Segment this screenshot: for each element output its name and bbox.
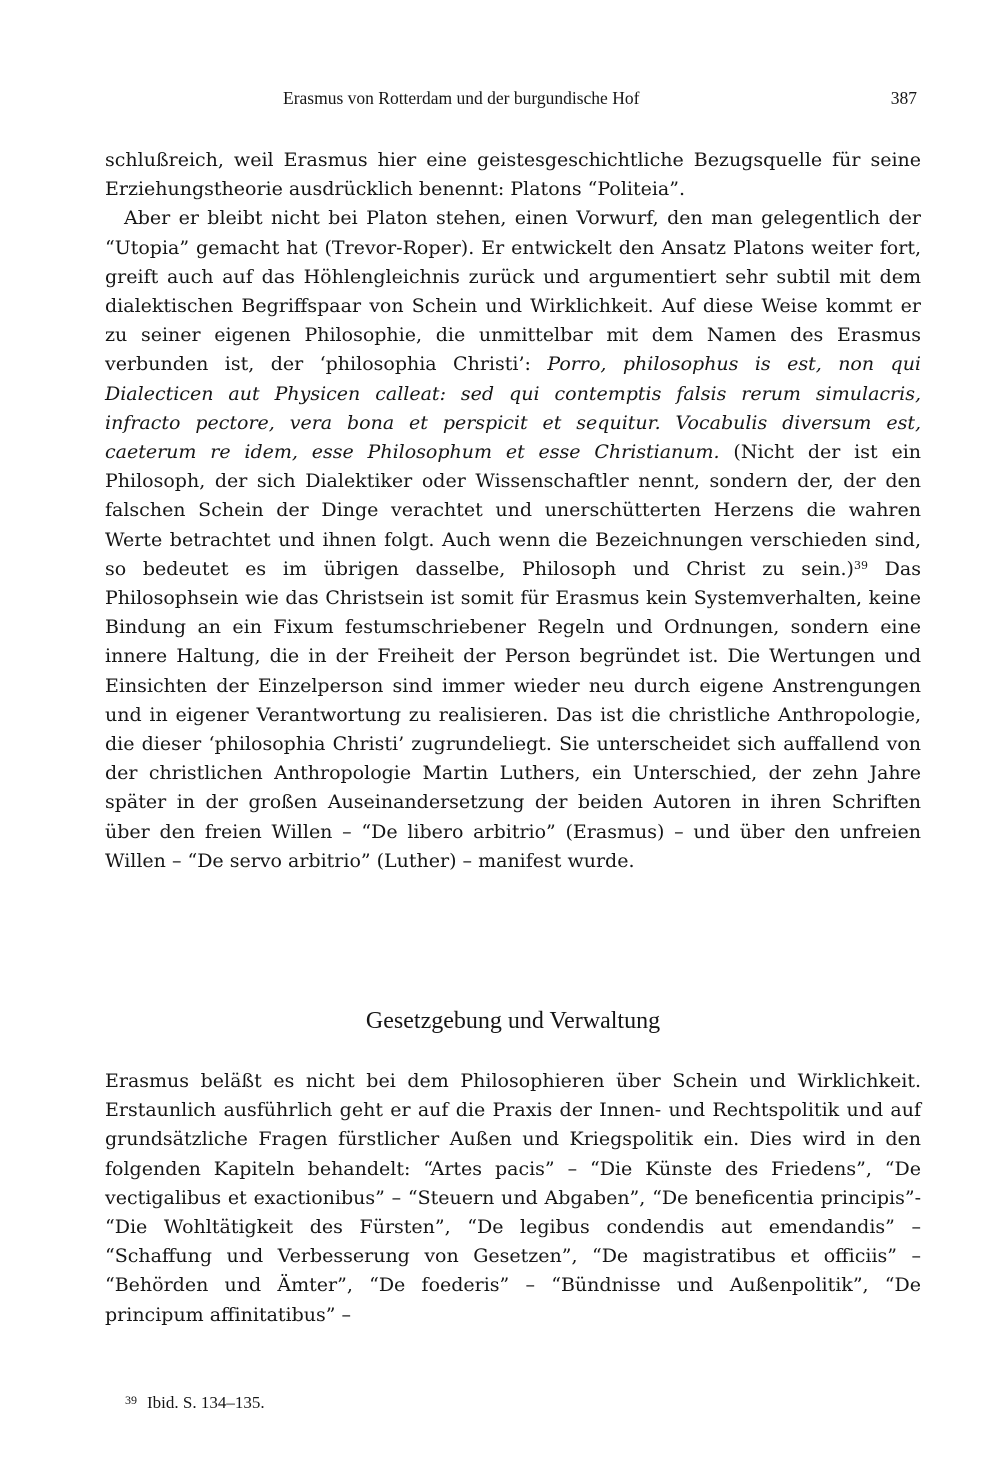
paragraph-text-b: (Nicht der ist ein Philosoph, der sich Dialektiker oder Wissenschaftler nennt, sondern der, der den falschen Schein der Dinge verachtet und unerschütterten Herzens die wahren Werte betrachtet und ihnen folgt. Auch wenn die Bezeichnungen verschieden sind, so bedeutet es im übrigen dasselbe, Philosoph und Christ zu sein.) — [105, 441, 922, 580]
footnote-reference: 39 — [853, 558, 868, 572]
footnote-text: Ibid. S. 134–135. — [147, 1393, 265, 1412]
running-header — [105, 88, 921, 118]
footnote — [125, 1393, 265, 1413]
running-title: Erasmus von Rotterdam und der burgundische Hof — [283, 88, 640, 108]
paragraph-continued: schlußreich, weil Erasmus hier eine geistesgeschichtliche Bezugsquelle für seine Erziehungstheorie ausdrücklich benennt: Platons “Politeia”. — [105, 149, 921, 201]
section-legislation-administration — [105, 1067, 921, 1330]
latin-quotation: Porro, philosophus is est, non qui Dialecticen aut Physicen calleat: sed qui contemptis falsis rerum simulacris, infracto pectore, vera bona et perspicit et sequitur. Vocabulis diversum est, caeterum re idem, esse Philosophum et esse Christianum. — [105, 353, 922, 464]
section-erasmus-philosophy — [105, 146, 921, 876]
paragraph-philosophia-christi — [105, 204, 921, 876]
paragraph-text-c: Das Philosophsein wie das Christsein ist somit für Erasmus kein Systemverhalten, keine Bindung an ein Fixum festumschriebener Regeln und Ordnungen, sondern eine innere Haltung, die in der Freiheit der Person begründet ist. Die Wertungen und Einsichten der Einzelperson sind immer wieder neu durch eigene Anstrengungen und in eigener Verantwortung zu realisieren. Das ist die christliche Anthropologie, die dieser ‘philosophia Christi’ zugrundeliegt. Sie unterscheidet sich auffallend von der christlichen Anthropologie Martin Luthers, ein Unterschied, der zehn Jahre später in der großen Auseinandersetzung der beiden Autoren in ihren Schriften über den freien Willen – “De libero arbitrio” (Erasmus) – und über den unfreien Willen – “De servo arbitrio” (Luther) – manifest wurde. — [105, 557, 921, 872]
page-number: 387 — [890, 88, 917, 108]
paragraph-text-a: Aber er bleibt nicht bei Platon stehen, einen Vorwurf, den man gelegentlich der “Utopia” gemacht hat (Trevor-Roper). Er entwickelt den Ansatz Platons weiter fort, greift auch auf das Höhlengleichnis zurück und argumentiert sehr subtil mit dem dialektischen Begriffspaar von Schein und Wirklichkeit. Auf diese Weise kommt er zu seiner eigenen Philosophie, die unmittelbar mit dem Namen des Erasmus verbunden ist, der ‘philosophia Christi’: — [105, 207, 921, 376]
paragraph-legislation: Erasmus beläßt es nicht bei dem Philosophieren über Schein und Wirklichkeit. Erstaunlich ausführlich geht er auf die Praxis der Innen- und Rechtspolitik und auf grundsätzliche Fragen fürstlicher Außen und Kriegspolitik ein. Dies wird in den folgenden Kapiteln behandelt: “Artes pacis” – “Die Künste des Friedens”, “De vectigalibus et exactionibus” – “Steuern und Abgaben”, “De beneficentia principis”- “Die Wohltätigkeit des Fürsten”, “De legibus condendis aut emendandis” – “Schaffung und Verbesserung von Gesetzen”, “De magistratibus et officiis” – “Behörden und Ämter”, “De foederis” – “Bündnisse und Außenpolitik”, “De principum affinitatibus” – — [105, 1070, 921, 1326]
footnote-number: 39 — [125, 1393, 137, 1407]
section-heading: Gesetzgebung und Verwaltung — [365, 1008, 661, 1034]
